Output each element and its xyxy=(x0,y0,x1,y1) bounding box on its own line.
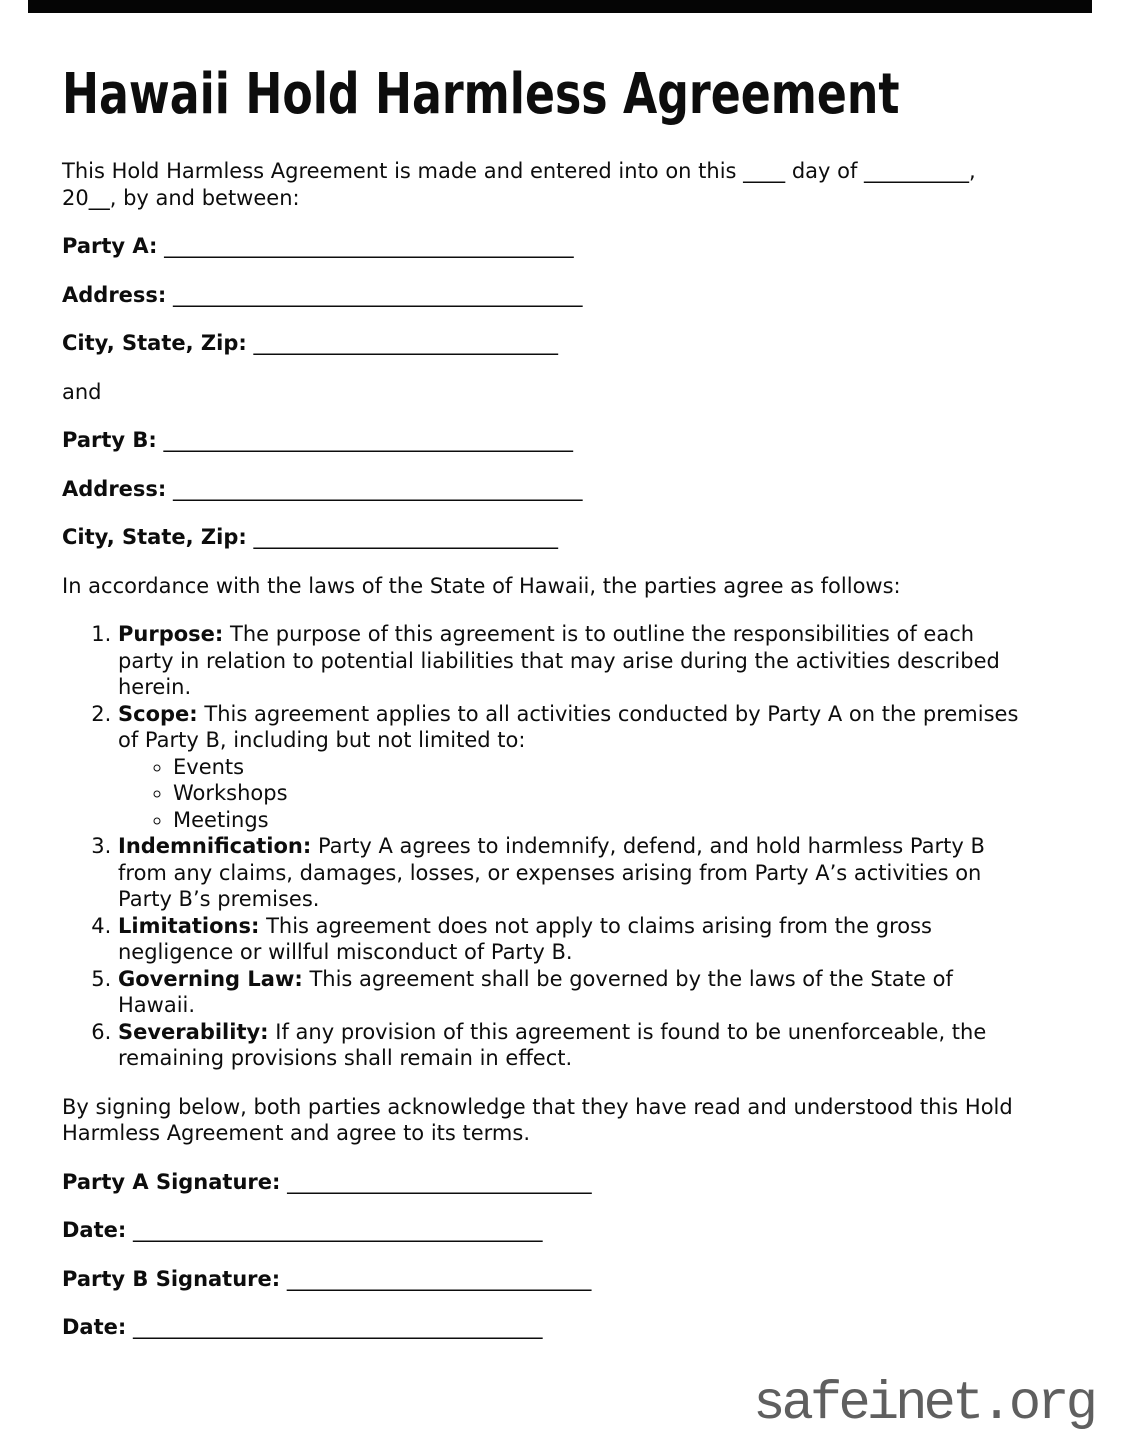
party-a-label: Party A: xyxy=(62,234,158,258)
clause-governing-law-label: Governing Law: xyxy=(118,966,303,991)
party-a-blank-line: _______________________________________ xyxy=(164,234,574,258)
party-a-date-label: Date: xyxy=(62,1218,127,1242)
clause-scope xyxy=(118,701,1064,834)
clause-purpose-line-3: herein. xyxy=(118,675,192,699)
party-a-name-row xyxy=(62,233,1064,260)
clauses-list xyxy=(62,621,1064,1072)
party-a-city-label: City, State, Zip: xyxy=(62,331,247,355)
party-b-signature-blank-line: _____________________________ xyxy=(286,1266,592,1291)
clause-governing-law-line-2: Hawaii. xyxy=(118,993,196,1017)
party-a-city-blank-line: _____________________________ xyxy=(253,331,558,355)
clause-governing-law xyxy=(118,966,1064,1019)
clause-severability-label: Severability: xyxy=(118,1019,269,1044)
sublist-item-meetings: ◦ Meetings xyxy=(173,807,1064,834)
intro-line-1: This Hold Harmless Agreement is made and entered into on this ____ day of __________, xyxy=(62,159,976,183)
clause-severability-line-2: remaining provisions shall remain in effect. xyxy=(118,1046,573,1070)
party-a-signature-blank-line: _____________________________ xyxy=(287,1169,592,1194)
scan-artifact-bar xyxy=(28,0,1092,13)
clause-governing-law-line-1: This agreement shall be governed by the laws of the State of xyxy=(309,966,953,991)
party-b-signature-label: Party B Signature: xyxy=(62,1266,281,1291)
clause-purpose-line-2: party in relation to potential liabilities that may arise during the activities described xyxy=(118,648,1000,673)
clause-indemnification-line-3: Party B’s premises. xyxy=(118,887,320,911)
clause-purpose-line-1: The purpose of this agreement is to outline the responsibilities of each xyxy=(230,622,975,646)
party-b-address-blank-line: _______________________________________ xyxy=(173,476,583,501)
party-a-address-blank-line: _______________________________________ xyxy=(173,282,583,307)
clause-limitations xyxy=(118,913,1064,966)
sublist-item-events: ◦ Events xyxy=(173,754,1064,781)
clause-limitations-line-2: negligence or willful misconduct of Party B. xyxy=(118,940,573,964)
closing-line-2: Harmless Agreement and agree to its terms. xyxy=(62,1121,530,1145)
clause-purpose xyxy=(118,621,1064,701)
party-a-address-row xyxy=(62,282,1064,309)
party-b-blank-line: _______________________________________ xyxy=(163,428,573,452)
clause-severability-line-1: If any provision of this agreement is found to be unenforceable, the xyxy=(275,1019,987,1044)
party-b-date-blank-line: _______________________________________ xyxy=(132,1315,543,1339)
party-b-date-label: Date: xyxy=(62,1315,127,1339)
party-a-address-label: Address: xyxy=(62,282,167,307)
clause-purpose-label: Purpose: xyxy=(118,622,224,646)
party-b-address-label: Address: xyxy=(62,476,167,501)
closing-line-1: By signing below, both parties acknowledge that they have read and understood this Hold xyxy=(62,1094,1013,1119)
clause-scope-label: Scope: xyxy=(118,701,198,726)
party-a-signature-label: Party A Signature: xyxy=(62,1169,281,1194)
party-a-signature-row xyxy=(62,1169,1064,1196)
intro-line-2: 20__, by and between: xyxy=(62,185,300,210)
closing-paragraph xyxy=(62,1094,1064,1147)
intro-paragraph xyxy=(62,158,1064,211)
clause-limitations-line-1: This agreement does not apply to claims arising from the gross xyxy=(266,913,932,938)
clause-indemnification-label: Indemnification: xyxy=(118,834,312,858)
document-content xyxy=(0,64,1124,1341)
party-b-city-row xyxy=(62,524,1064,551)
and-connector: and xyxy=(62,379,102,404)
clause-scope-line-1: This agreement applies to all activities conducted by Party A on the premises xyxy=(204,701,1019,726)
party-b-signature-row xyxy=(62,1266,1064,1293)
clause-scope-line-2: of Party B, including but not limited to: xyxy=(118,728,526,752)
clause-indemnification xyxy=(118,833,1064,913)
site-watermark: safeinet.org xyxy=(753,1374,1094,1435)
party-b-address-row xyxy=(62,476,1064,503)
party-b-name-row xyxy=(62,427,1064,454)
party-b-city-blank-line: _____________________________ xyxy=(253,525,558,549)
party-b-label: Party B: xyxy=(62,428,157,452)
clause-indemnification-line-2: from any claims, damages, losses, or expenses arising from Party A’s activities on xyxy=(118,860,982,885)
sublist-item-workshops: ◦ Workshops xyxy=(173,780,1064,807)
clause-indemnification-line-1: Party A agrees to indemnify, defend, and hold harmless Party B xyxy=(317,834,985,858)
document-title: Hawaii Hold Harmless Agreement xyxy=(62,62,900,127)
party-b-date-row xyxy=(62,1314,1064,1341)
clause-severability xyxy=(118,1019,1064,1072)
activities-sublist xyxy=(118,754,1064,834)
party-b-city-label: City, State, Zip: xyxy=(62,525,247,549)
party-a-date-blank-line: _______________________________________ xyxy=(132,1218,543,1242)
accordance-paragraph: In accordance with the laws of the State of Hawaii, the parties agree as follows: xyxy=(62,573,901,598)
party-a-city-row xyxy=(62,330,1064,357)
party-a-date-row xyxy=(62,1217,1064,1244)
clause-limitations-label: Limitations: xyxy=(118,913,260,938)
